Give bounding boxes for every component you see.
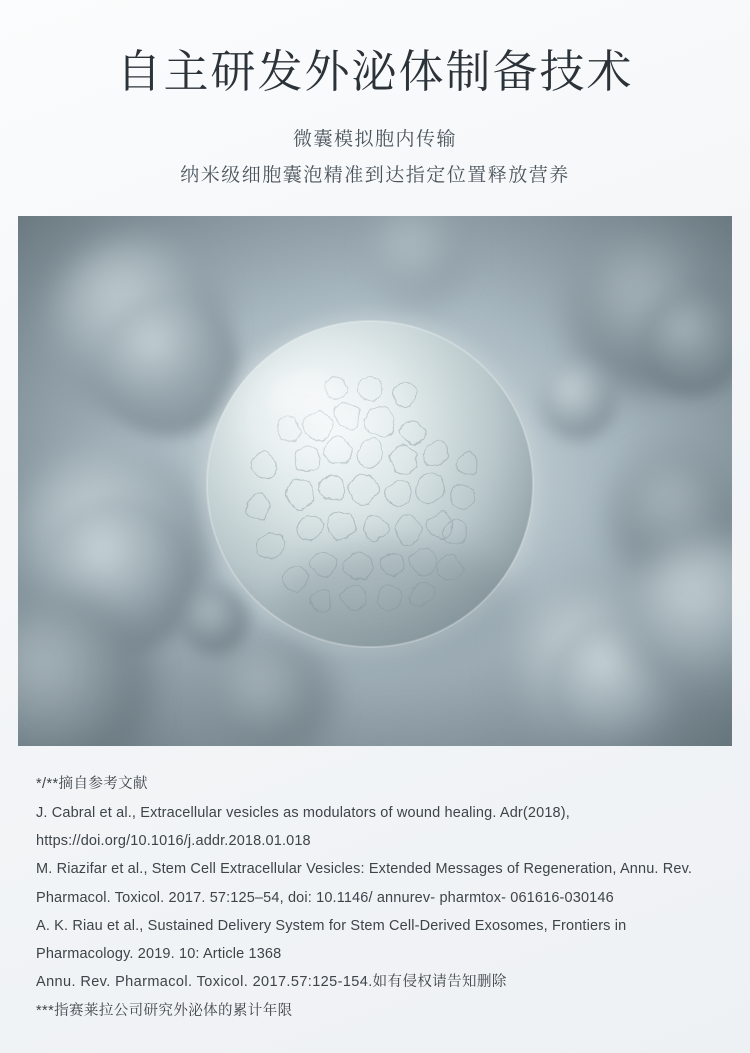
reference-line: A. K. Riau et al., Sustained Delivery System for Stem Cell-Derived Exosomes, Frontiers in (36, 917, 627, 934)
reference-line: ***指赛莱拉公司研究外泌体的累计年限 (36, 1002, 293, 1019)
references-block (36, 770, 720, 1024)
reference-line: J. Cabral et al., Extracellular vesicles as modulators of wound healing. Adr(2018), (36, 804, 570, 821)
references-heading: */**摘自参考文献 (36, 776, 148, 793)
reference-line: https://doi.org/10.1016/j.addr.2018.01.018 (36, 832, 311, 849)
page-title: 自主研发外泌体制备技术 (116, 46, 634, 97)
subtitle-line-1: 微囊模拟胞内传输 (292, 129, 457, 151)
page-header (0, 0, 750, 194)
reference-line: Pharmacol. Toxicol. 2017. 57:125–54, doi: 10.1146/ annurev- pharmtox- 061616-030146 (36, 889, 614, 906)
exosome-microscopy-image (18, 216, 732, 746)
microscopy-illustration (18, 216, 732, 746)
reference-line: M. Riazifar et al., Stem Cell Extracellular Vesicles: Extended Messages of Regeneration, Annu. Rev. (36, 861, 693, 878)
subtitle-line-2: 纳米级细胞囊泡精准到达指定位置释放营养 (180, 165, 570, 187)
reference-line: Pharmacology. 2019. 10: Article 1368 (36, 946, 282, 963)
reference-line: Annu. Rev. Pharmacol. Toxicol. 2017.57:125-154.如有侵权请告知删除 (36, 974, 507, 991)
subtitle-block (0, 122, 750, 194)
